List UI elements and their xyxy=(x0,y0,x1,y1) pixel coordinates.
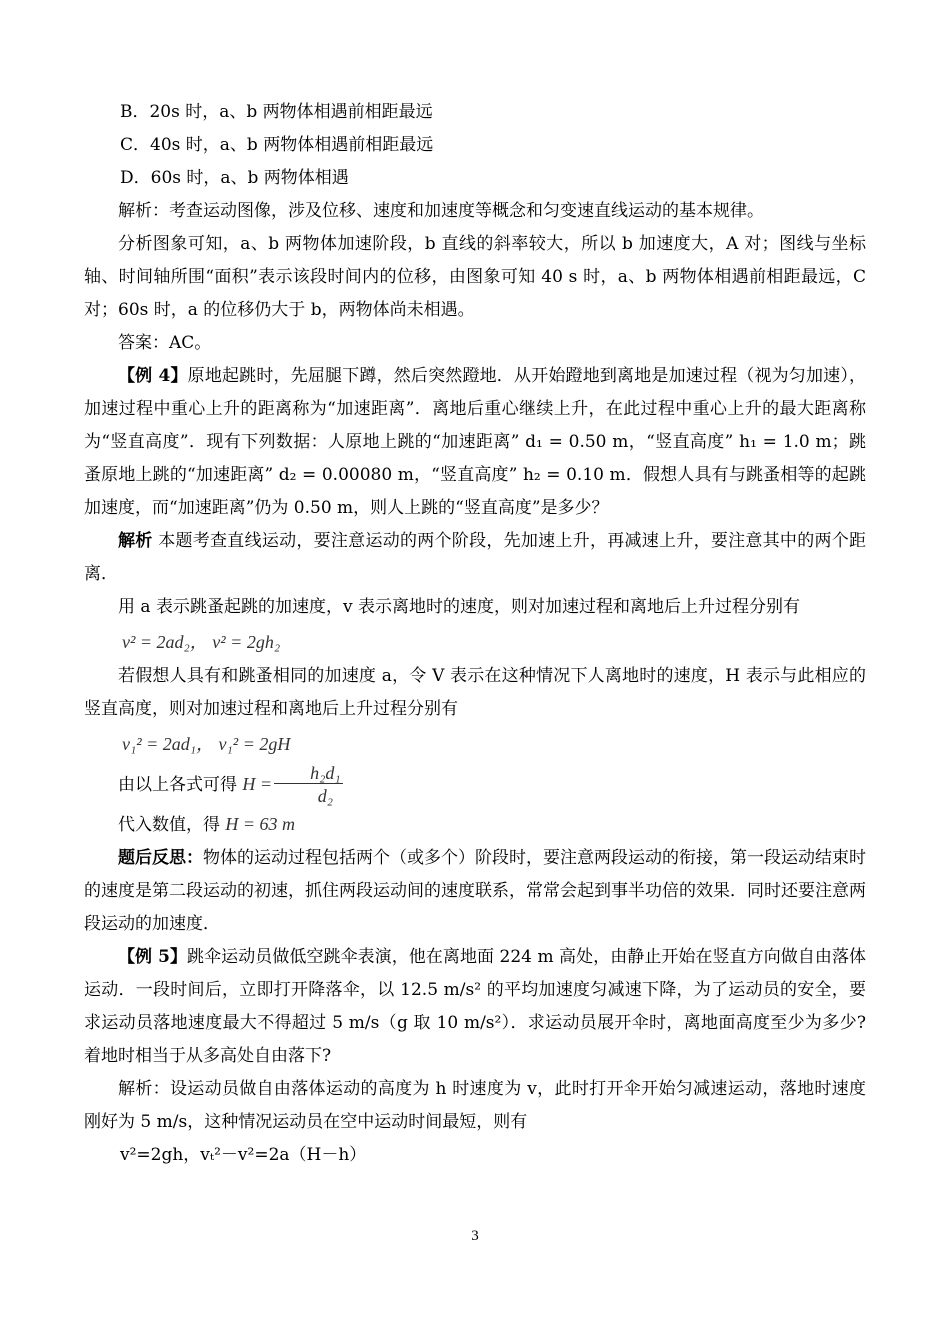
page-number: 3 xyxy=(471,1228,479,1244)
ex5-question: 跳伞运动员做低空跳伞表演，他在离地面 224 m 高处，由静止开始在竖直方向做自由落体运动．一段时间后，立即打开降落伞，以 12.5 m/s² 的平均加速度匀减速下降，为了运动员的安全，要求运动员落地速度最大不得超过 5 m/s（g 取 10 m/s²）．求运动员展开伞时，离地面高度至少为多少?着地时相当于从多高处自由落下? xyxy=(84,947,867,1066)
ex4-question: 原地起跳时，先屈腿下蹲，然后突然蹬地．从开始蹬地到离地是加速过程（视为匀加速），加速过程中重心上升的距离称为“加速距离”．离地后重心继续上升，在此过程中重心上升的最大距离称为“竖直高度”．现有下列数据：人原地上跳的“加速距离” d₁ = 0.50 m，“竖直高度” h₁ = 1.0 m；跳蚤原地上跳的“加速距离” d₂ = 0.00080 m，“竖直高度” h₂ = 0.10 m．假想人具有与跳蚤相等的起跳加速度，而“加速距离”仍为 0.50 m，则人上跳的“竖直高度”是多少？ xyxy=(84,366,867,518)
ex4-step4-prefix: 代入数值，得 xyxy=(118,815,220,835)
ex4-reflection xyxy=(84,842,866,941)
ex4-eq4: H = 63 m xyxy=(225,814,296,834)
ex5-label: 【例 5】 xyxy=(118,947,188,967)
ex4-analysis-text: 本题考查直线运动，要注意运动的两个阶段，先加速上升，再减速上升，要注意其中的两个距离． xyxy=(84,531,867,584)
ex4-label: 【例 4】 xyxy=(118,366,188,386)
option-d: D．60s 时，a、b 两物体相遇 xyxy=(120,168,349,188)
ex4-eq3-fraction xyxy=(274,763,343,808)
ex5-analysis: 解析：设运动员做自由落体运动的高度为 h 时速度为 v，此时打开伞开始匀减速运动，落地时速度刚好为 5 m/s，这种情况运动员在空中运动时间最短，则有 xyxy=(84,1079,866,1132)
ex4-eq3-lhs: H = xyxy=(242,774,273,794)
ex4-step2: 若假想人具有和跳蚤相同的加速度 a，令 V 表示在这种情况下人离地时的速度，H 表示与此相应的竖直高度，则对加速过程和离地后上升过程分别有 xyxy=(84,666,866,719)
ex5-question-paragraph xyxy=(84,941,866,1073)
ex3-analysis-intro: 解析：考查运动图像，涉及位移、速度和加速度等概念和匀变速直线运动的基本规律。 xyxy=(118,201,764,221)
ex4-analysis-paragraph xyxy=(84,525,866,591)
ex4-eq3-numerator: h₂d₁ xyxy=(274,763,343,784)
ex4-reflection-label: 题后反思： xyxy=(118,848,203,868)
ex4-step3 xyxy=(84,762,866,808)
ex3-answer: 答案：AC。 xyxy=(118,333,212,353)
option-b: B．20s 时，a、b 两物体相遇前相距最远 xyxy=(120,102,433,122)
ex3-analysis-body: 分析图象可知，a、b 两物体加速阶段，b 直线的斜率较大，所以 b 加速度大，A 对；图线与坐标轴、时间轴所围“面积”表示该段时间内的位移，由图象可知 40 s 时，a、b 两物体相遇前相距最远，C 对；60s 时，a 的位移仍大于 b，两物体尚未相遇。 xyxy=(84,234,866,320)
ex4-step4 xyxy=(84,808,866,842)
ex4-step3-prefix: 由以上各式可得 xyxy=(118,775,237,795)
document-page xyxy=(84,96,866,1172)
ex4-step1: 用 a 表示跳蚤起跳的加速度，v 表示离地时的速度，则对加速过程和离地后上升过程分别有 xyxy=(118,597,800,617)
ex4-analysis-label: 解析 xyxy=(118,531,153,551)
ex4-reflection-text: 物体的运动过程包括两个（或多个）阶段时，要注意两段运动的衔接，第一段运动结束时的速度是第二段运动的初速，抓住两段运动间的速度联系，常常会起到事半功倍的效果．同时还要注意两段运动的加速度． xyxy=(84,848,866,934)
ex4-equation-2: v₁² = 2ad₁， v₁² = 2gH xyxy=(122,734,291,754)
ex4-eq3-denominator: d₂ xyxy=(317,786,333,806)
ex4-question-paragraph xyxy=(84,360,866,525)
ex4-equation-1: v² = 2ad₂， v² = 2gh₂ xyxy=(122,632,281,652)
option-c: C．40s 时，a、b 两物体相遇前相距最远 xyxy=(120,135,434,155)
ex5-equation: v²=2gh，vₜ²－v²=2a（H－h） xyxy=(120,1145,367,1165)
